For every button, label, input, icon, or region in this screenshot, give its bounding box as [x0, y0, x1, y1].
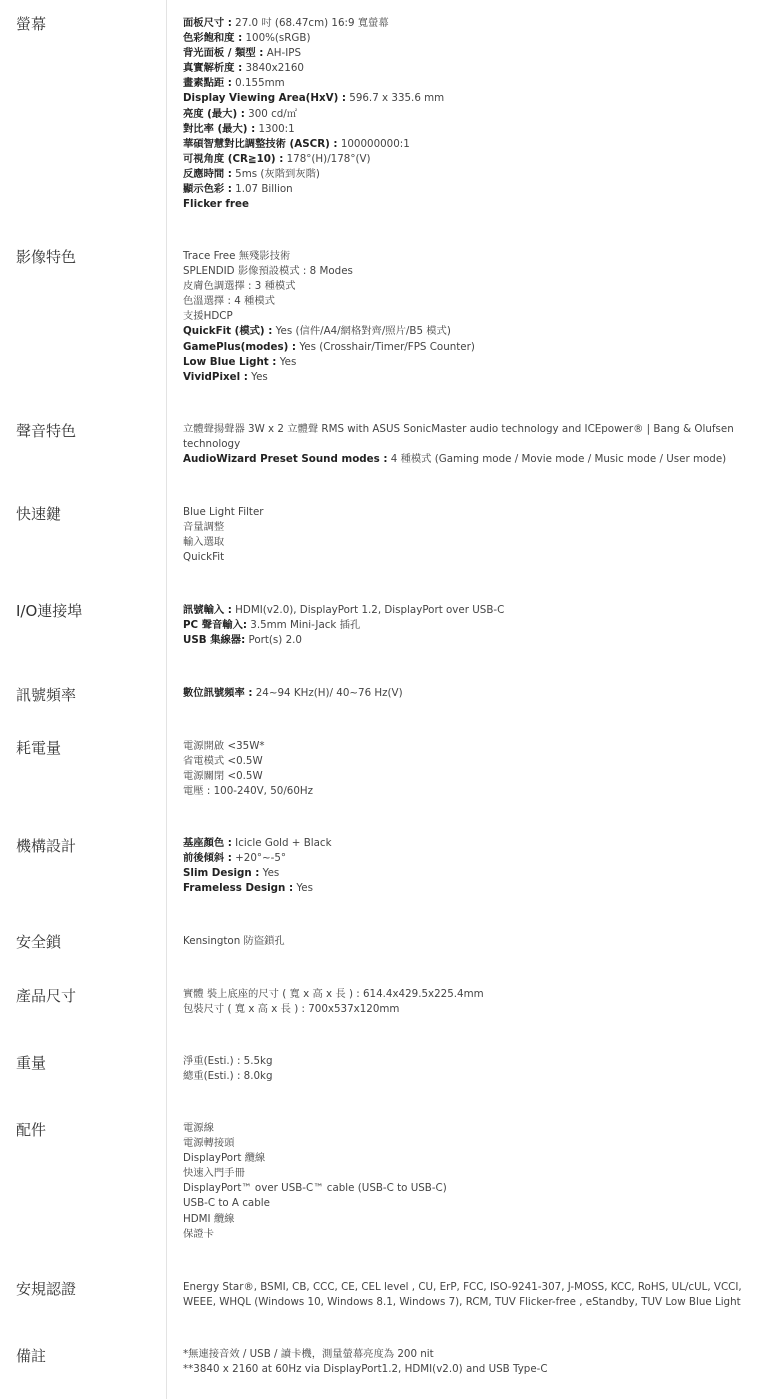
column-divider: [166, 0, 167, 1399]
spec-line: [183, 881, 753, 896]
spec-key: USB 集線器:: [183, 634, 246, 647]
spec-content: [183, 739, 753, 799]
spec-line: [183, 603, 753, 618]
spec-value: 輸入選取: [183, 536, 225, 549]
spec-value: 色溫選擇 : 4 種模式: [183, 295, 275, 308]
spec-line: [183, 197, 753, 212]
spec-label: 安規認證: [16, 1280, 77, 1298]
spec-line: [183, 122, 753, 137]
spec-line: [183, 1069, 753, 1084]
spec-value: Yes: [259, 867, 280, 880]
spec-value: DisplayPort 纜線: [183, 1152, 266, 1165]
spec-line: [183, 152, 753, 167]
spec-content: [183, 249, 753, 385]
spec-value: 3840x2160: [242, 62, 304, 75]
spec-value: SPLENDID 影像預設模式 : 8 Modes: [183, 265, 353, 278]
spec-label: 聲音特色: [16, 422, 77, 440]
spec-label: 備註: [16, 1347, 47, 1365]
spec-content: [183, 1347, 753, 1377]
spec-content: [183, 603, 753, 648]
spec-line: [183, 1136, 753, 1151]
spec-key: 色彩飽和度 :: [183, 32, 243, 45]
spec-key: 前後傾斜 :: [183, 852, 232, 865]
spec-value: 5ms (灰階到灰階): [231, 167, 320, 180]
spec-key: GamePlus(modes) :: [183, 340, 297, 353]
spec-value: Kensington 防盜鎖孔: [183, 935, 285, 947]
spec-label: 影像特色: [16, 248, 77, 266]
spec-line: [183, 754, 753, 769]
spec-content: [183, 987, 753, 1017]
spec-value: Energy Star®, BSMI, CB, CCC, CE, CEL level , CU, ErP, FCC, ISO-9241-307, J-MOSS, KCC, RoHS, UL/cUL, VCCI, WEEE, WHQL (Windows 10, Windows 8.1, Windows 7), RCM, TUV Flicker-free , eStandby, TUV Low Blue Light: [183, 1281, 742, 1309]
spec-value: Yes: [276, 355, 297, 368]
spec-line: [183, 16, 753, 31]
spec-content: [183, 1280, 753, 1310]
spec-value: *無連接音效 / USB / 讀卡機，測量螢幕亮度為 200 nit: [183, 1348, 434, 1360]
spec-key: VividPixel :: [183, 370, 248, 383]
spec-value: QuickFit: [183, 551, 225, 564]
spec-line: [183, 294, 753, 309]
spec-value: Icicle Gold + Black: [231, 837, 332, 849]
spec-key: 基座顏色 :: [183, 837, 232, 849]
spec-label: 訊號頻率: [16, 686, 77, 704]
spec-value: 178°(H)/178°(V): [283, 152, 371, 165]
spec-content: [183, 1054, 753, 1084]
spec-line: [183, 31, 753, 46]
spec-value: 支援HDCP: [183, 310, 233, 323]
spec-value: 皮膚色調選擇 : 3 種模式: [183, 280, 296, 293]
spec-line: [183, 91, 753, 106]
spec-key: 可視角度 (CR≧10) :: [183, 152, 284, 165]
spec-value: +20°~-5°: [231, 852, 287, 865]
spec-content: [183, 686, 753, 701]
spec-line: [183, 264, 753, 279]
spec-key: Low Blue Light :: [183, 355, 277, 368]
spec-line: [183, 1121, 753, 1136]
spec-line: [183, 182, 753, 197]
spec-line: [183, 769, 753, 784]
spec-value: 電源開啟 <35W*: [183, 740, 265, 752]
spec-line: [183, 1181, 753, 1196]
spec-value: 音量調整: [183, 521, 225, 534]
spec-line: [183, 1280, 753, 1310]
spec-line: [183, 370, 753, 385]
spec-key: 顯示色彩 :: [183, 183, 232, 196]
spec-value: Yes (Crosshair/Timer/FPS Counter): [296, 340, 475, 353]
spec-value: 0.155mm: [231, 77, 285, 90]
spec-content: [183, 16, 753, 212]
spec-value: Trace Free 無殘影技術: [183, 250, 291, 262]
spec-line: [183, 309, 753, 324]
spec-line: [183, 1151, 753, 1166]
spec-value: 省電模式 <0.5W: [183, 755, 263, 768]
spec-value: 保證卡: [183, 1227, 214, 1240]
spec-key: PC 聲音輸入:: [183, 619, 247, 632]
spec-line: [183, 452, 753, 467]
spec-key: QuickFit (模式) :: [183, 325, 273, 338]
spec-value: 快速入門手冊: [183, 1167, 245, 1180]
spec-key: 真實解析度 :: [183, 62, 243, 75]
spec-line: [183, 1002, 753, 1017]
spec-line: [183, 167, 753, 182]
spec-value: Yes (信件/A4/網格對齊/照片/B5 模式): [272, 325, 451, 338]
spec-key: Frameless Design :: [183, 882, 294, 895]
spec-line: [183, 137, 753, 152]
spec-key: Flicker free: [183, 198, 249, 211]
spec-value: 總重(Esti.) : 8.0kg: [183, 1070, 273, 1083]
spec-value: 24~94 KHz(H)/ 40~76 Hz(V): [252, 687, 403, 699]
spec-key: Display Viewing Area(HxV) :: [183, 92, 346, 105]
spec-line: [183, 1212, 753, 1227]
spec-label: 安全鎖: [16, 933, 62, 951]
spec-key: 背光面板 / 類型 :: [183, 47, 264, 60]
spec-line: [183, 76, 753, 91]
spec-value: 1.07 Billion: [231, 183, 293, 196]
spec-line: [183, 851, 753, 866]
spec-line: [183, 355, 753, 370]
spec-content: [183, 836, 753, 896]
spec-label: 產品尺寸: [16, 987, 77, 1005]
spec-key: Slim Design :: [183, 867, 260, 880]
spec-line: [183, 535, 753, 550]
spec-label: 重量: [16, 1054, 47, 1072]
spec-key: 訊號輸入 :: [183, 604, 232, 616]
spec-line: [183, 61, 753, 76]
spec-value: 實體 裝上底座的尺寸 ( 寬 x 高 x 長 ) : 614.4x429.5x225.4mm: [183, 988, 484, 1000]
spec-value: 電壓 : 100-240V, 50/60Hz: [183, 785, 314, 798]
spec-label: 快速鍵: [16, 505, 62, 523]
spec-label: 耗電量: [16, 739, 62, 757]
spec-content: [183, 422, 753, 467]
spec-value: 596.7 x 335.6 mm: [346, 92, 445, 105]
spec-line: [183, 1054, 753, 1069]
spec-line: [183, 784, 753, 799]
spec-line: [183, 422, 753, 452]
spec-value: HDMI 纜線: [183, 1212, 235, 1225]
spec-key: 亮度 (最大) :: [183, 107, 245, 120]
spec-value: 27.0 吋 (68.47cm) 16:9 寬螢幕: [231, 17, 389, 29]
spec-label: I/O連接埠: [16, 602, 83, 620]
spec-label: 配件: [16, 1121, 47, 1139]
spec-value: Yes: [247, 370, 268, 383]
spec-line: [183, 739, 753, 754]
spec-key: 面板尺寸 :: [183, 17, 232, 29]
spec-value: 100%(sRGB): [242, 32, 311, 45]
spec-value: **3840 x 2160 at 60Hz via DisplayPort1.2, HDMI(v2.0) and USB Type-C: [183, 1363, 548, 1376]
spec-value: Blue Light Filter: [183, 506, 264, 518]
spec-line: [183, 46, 753, 61]
spec-value: 立體聲揚聲器 3W x 2 立體聲 RMS with ASUS SonicMaster audio technology and ICEpower® | Bang & Olufsen technology: [183, 423, 734, 451]
spec-line: [183, 1227, 753, 1242]
spec-value: 300 cd/㎡: [244, 107, 298, 120]
spec-key: 數位訊號頻率 :: [183, 687, 253, 699]
spec-line: [183, 520, 753, 535]
spec-line: [183, 934, 753, 949]
spec-line: [183, 618, 753, 633]
spec-value: Yes: [293, 882, 313, 895]
spec-label: 機構設計: [16, 837, 77, 855]
spec-value: DisplayPort™ over USB-C™ cable (USB-C to USB-C): [183, 1182, 447, 1195]
spec-key: 華碩智慧對比調整技術 (ASCR) :: [183, 137, 338, 150]
spec-value: 3.5mm Mini-Jack 插孔: [247, 619, 361, 632]
spec-line: [183, 1166, 753, 1181]
spec-value: 100000000:1: [337, 137, 410, 150]
spec-key: 反應時間 :: [183, 167, 232, 180]
spec-value: AH-IPS: [263, 47, 301, 60]
spec-line: [183, 686, 753, 701]
spec-line: [183, 1362, 753, 1377]
spec-line: [183, 987, 753, 1002]
spec-label: 螢幕: [16, 15, 47, 33]
spec-value: USB-C to A cable: [183, 1197, 270, 1210]
spec-line: [183, 249, 753, 264]
spec-value: 4 種模式 (Gaming mode / Movie mode / Music mode / User mode): [387, 453, 727, 466]
spec-content: [183, 934, 753, 949]
spec-line: [183, 550, 753, 565]
spec-key: 對比率 (最大) :: [183, 122, 256, 135]
spec-line: [183, 107, 753, 122]
spec-line: [183, 324, 753, 339]
spec-line: [183, 505, 753, 520]
spec-line: [183, 1347, 753, 1362]
spec-value: 淨重(Esti.) : 5.5kg: [183, 1055, 273, 1067]
spec-line: [183, 836, 753, 851]
spec-value: 包裝尺寸 ( 寬 x 高 x 長 ) : 700x537x120mm: [183, 1003, 400, 1016]
spec-content: [183, 505, 753, 565]
spec-value: 1300:1: [255, 122, 295, 135]
spec-line: [183, 866, 753, 881]
spec-value: 電源關閉 <0.5W: [183, 770, 263, 783]
spec-line: [183, 340, 753, 355]
spec-key: 畫素點距 :: [183, 77, 232, 90]
spec-line: [183, 279, 753, 294]
spec-value: 電源轉接頭: [183, 1137, 235, 1150]
spec-line: [183, 633, 753, 648]
spec-value: HDMI(v2.0), DisplayPort 1.2, DisplayPort over USB-C: [231, 604, 505, 616]
spec-line: [183, 1196, 753, 1211]
spec-content: [183, 1121, 753, 1242]
spec-key: AudioWizard Preset Sound modes :: [183, 453, 388, 466]
spec-value: Port(s) 2.0: [245, 634, 302, 647]
spec-value: 電源線: [183, 1122, 214, 1134]
